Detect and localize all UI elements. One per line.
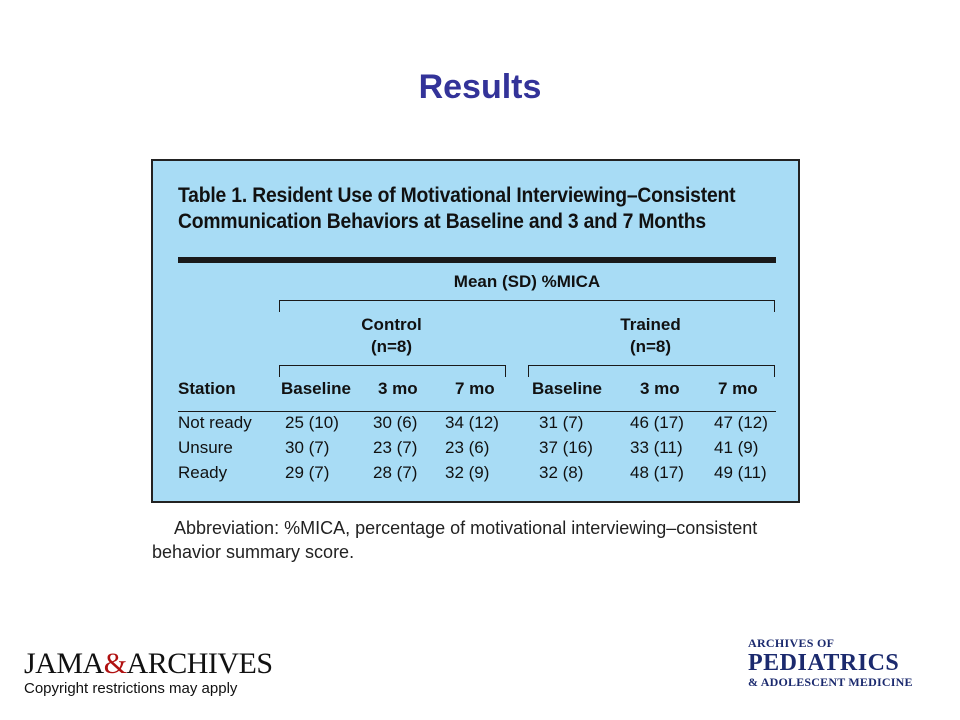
table-cell: 49 (11) [714,463,767,482]
row-station: Unsure [178,438,233,457]
slide-title: Results [418,68,542,106]
journal-logo [748,636,948,690]
group-label: Control [361,315,422,334]
group-header-trained [528,314,773,358]
col-header-control-baseline: Baseline [281,379,351,398]
col-header-station: Station [178,379,236,398]
jama-archives-logo [24,647,273,681]
table-cell: 23 (6) [445,438,490,457]
table-title [178,183,748,235]
copyright-notice: Copyright restrictions may apply [24,680,238,697]
journal-logo-line1: ARCHIVES OF [748,636,835,650]
table-title-line1: Table 1. Resident Use of Motivational Interviewing–Consistent [178,184,736,207]
header-rule [178,411,776,412]
group-bracket-trained [528,365,775,377]
table-cell: 28 (7) [373,463,418,482]
col-header-trained-3mo: 3 mo [640,379,680,398]
table-cell: 31 (7) [539,413,584,432]
table-cell: 23 (7) [373,438,418,457]
table-cell: 32 (8) [539,463,584,482]
logo-archives: ARCHIVES [126,647,273,680]
group-n: (n=8) [629,337,672,356]
group-header-control [279,314,504,358]
table-panel [151,159,800,503]
group-bracket-control [279,365,506,377]
table-cell: 47 (12) [714,413,768,432]
table-cell: 29 (7) [285,463,330,482]
col-header-control-3mo: 3 mo [378,379,418,398]
row-station: Not ready [178,413,252,432]
journal-logo-line2: PEDIATRICS [748,650,900,676]
table-footnote: Abbreviation: %MICA, percentage of motivational interviewing–consistent behavior summary score. [152,518,758,562]
group-label: Trained [620,315,681,334]
table-cell: 30 (7) [285,438,330,457]
table-cell: 30 (6) [373,413,418,432]
table-cell: 37 (16) [539,438,593,457]
table-cell: 34 (12) [445,413,499,432]
journal-logo-line3: & ADOLESCENT MEDICINE [748,675,913,689]
table-cell: 48 (17) [630,463,684,482]
col-header-trained-7mo: 7 mo [718,379,758,398]
table-cell: 41 (9) [714,438,759,457]
col-header-trained-baseline: Baseline [532,379,602,398]
super-header-bracket [279,300,775,312]
group-n: (n=8) [370,337,413,356]
table-cell: 33 (11) [630,438,683,457]
table-cell: 32 (9) [445,463,490,482]
row-station: Ready [178,463,228,482]
logo-jama: JAMA [24,647,104,680]
super-header: Mean (SD) %MICA [453,272,601,291]
logo-ampersand: & [103,647,127,680]
table-cell: 25 (10) [285,413,339,432]
col-header-control-7mo: 7 mo [455,379,495,398]
thick-rule [178,257,776,263]
table-title-line2: Communication Behaviors at Baseline and 3 and 7 Months [178,210,706,233]
table-cell: 46 (17) [630,413,684,432]
